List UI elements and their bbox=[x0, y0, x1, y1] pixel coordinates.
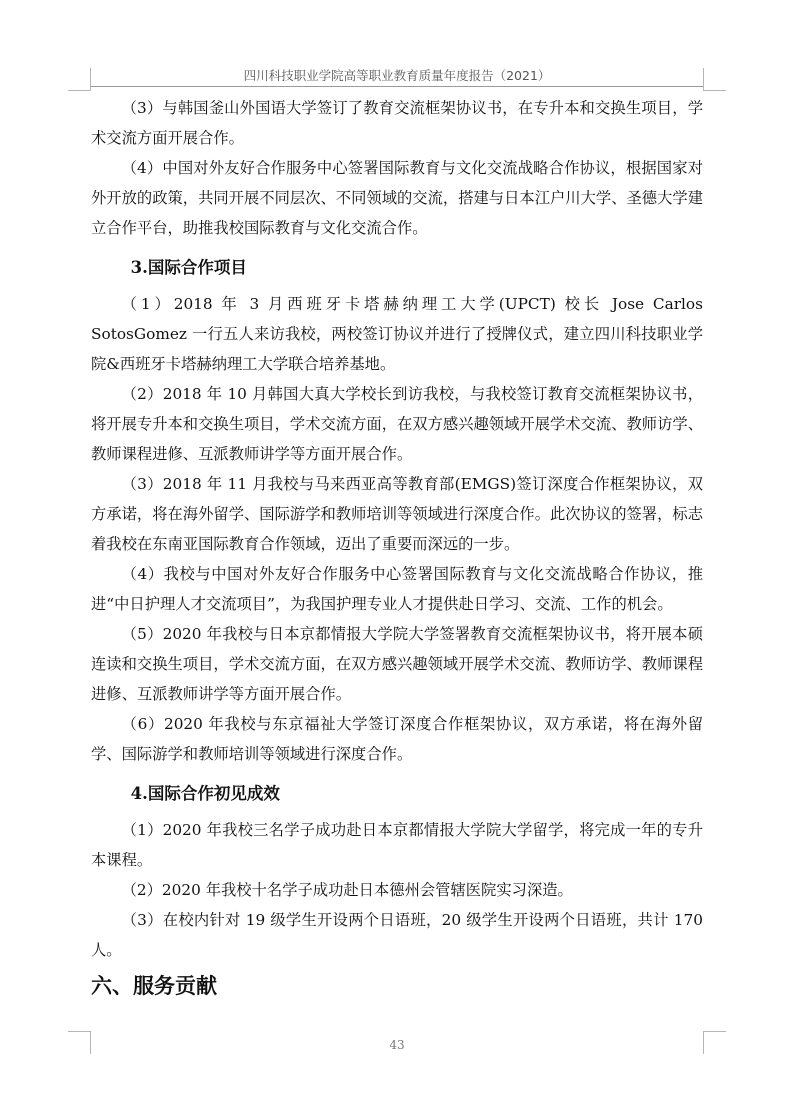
crop-mark-bottom-right bbox=[703, 1031, 726, 1054]
paragraph: （4）中国对外友好合作服务中心签署国际教育与文化交流战略合作协议，根据国家对外开放的政策，共同开展不同层次、不同领域的交流，搭建与日本江户川大学、圣德大学建立合作平台，助推我校国际教育与文化交流合作。 bbox=[91, 159, 703, 237]
paragraph: （4）我校与中国对外友好合作服务中心签署国际教育与文化交流战略合作协议，推进“中日护理人才交流项目”，为我国护理专业人才提供赴日学习、交流、工作的机会。 bbox=[91, 565, 703, 613]
paragraph: （1）2018 年 3 月西班牙卡塔赫纳理工大学(UPCT) 校长 Jose Carlos SotosGomez 一行五人来访我校，两校签订协议并进行了授牌仪式，建立四川科技职业学院&西班牙卡塔赫纳理工大学联合培养基地。 bbox=[91, 295, 703, 373]
paragraph: （2）2018 年 10 月韩国大真大学校长到访我校，与我校签订教育交流框架协议书，将开展专升本和交换生项目，学术交流方面，在双方感兴趣领域开展学术交流、教师访学、教师课程进修、互派教师讲学等方面开展合作。 bbox=[91, 385, 703, 463]
crop-mark-bottom-left bbox=[68, 1031, 91, 1054]
crop-mark-top-left bbox=[68, 68, 91, 91]
paragraph: （6）2020 年我校与东京福祉大学签订深度合作框架协议，双方承诺，将在海外留学、国际游学和教师培训等领域进行深度合作。 bbox=[91, 715, 703, 763]
page-number: 43 bbox=[389, 1038, 405, 1052]
paragraph: （3）2018 年 11 月我校与马来西亚高等教育部(EMGS)签订深度合作框架协议，双方承诺，将在海外留学、国际游学和教师培训等领域进行深度合作。此次协议的签署，标志着我校在东南亚国际教育合作领域，迈出了重要而深远的一步。 bbox=[91, 475, 703, 553]
section-heading: 3.国际合作项目 bbox=[130, 258, 247, 277]
chapter-heading: 六、服务贡献 bbox=[91, 973, 217, 998]
paragraph: （3）在校内针对 19 级学生开设两个日语班，20 级学生开设两个日语班，共计 170 人。 bbox=[91, 911, 703, 959]
paragraph: （5）2020 年我校与日本京都情报大学院大学签署教育交流框架协议书，将开展本硕连读和交换生项目，学术交流方面，在双方感兴趣领域开展学术交流、教师访学、教师课程进修、互派教师讲学等方面开展合作。 bbox=[91, 625, 703, 703]
running-header: 四川科技职业学院高等职业教育质量年度报告（2021） bbox=[91, 66, 703, 87]
paragraph: （3）与韩国釜山外国语大学签订了教育交流框架协议书，在专升本和交换生项目，学术交流方面开展合作。 bbox=[91, 99, 703, 147]
paragraph: （2）2020 年我校十名学子成功赴日本德州会管辖医院实习深造。 bbox=[121, 881, 573, 899]
page-body bbox=[91, 93, 703, 1003]
section-heading: 4.国际合作初见成效 bbox=[130, 784, 280, 803]
paragraph: （1）2020 年我校三名学子成功赴日本京都情报大学院大学留学，将完成一年的专升本课程。 bbox=[91, 821, 703, 869]
crop-mark-top-right bbox=[703, 68, 726, 91]
